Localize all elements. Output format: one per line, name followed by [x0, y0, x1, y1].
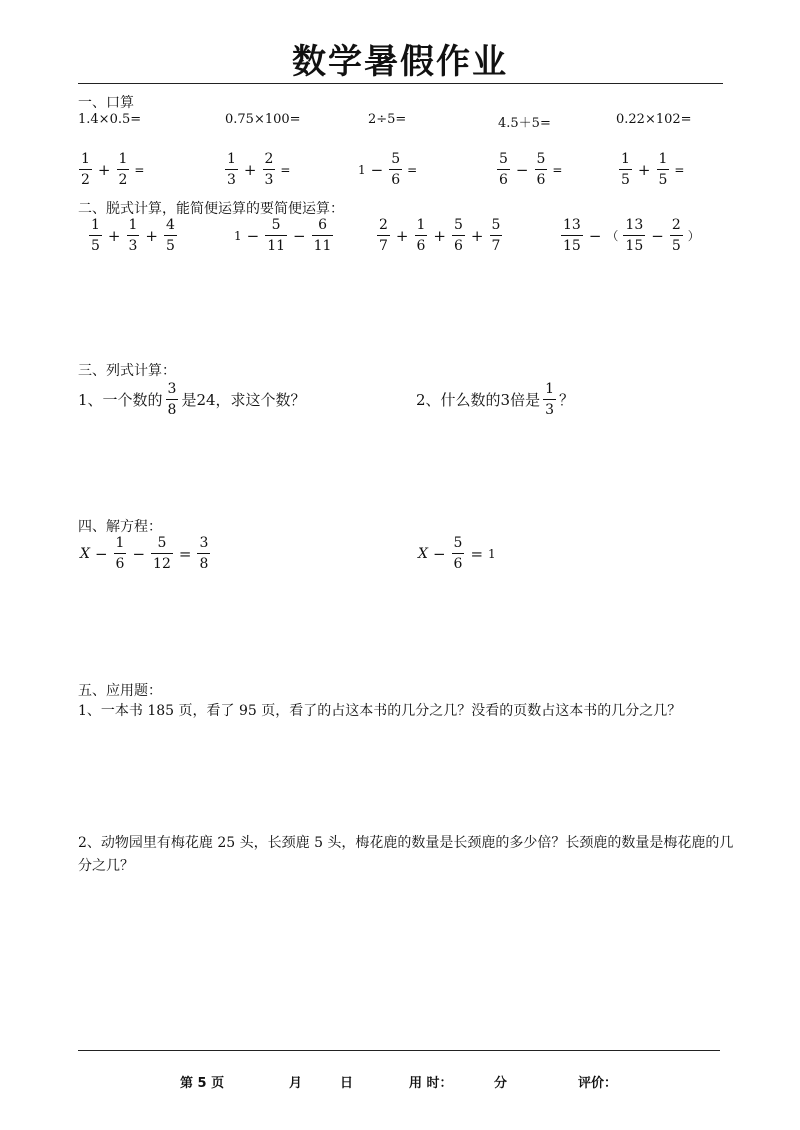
fraction-expression: 1 2 + $\frac{1}{2}$ = [81, 151, 145, 188]
month-label: 月 [289, 1076, 303, 1091]
equation: X − $\frac{5}{6}$ = 1 [418, 535, 496, 572]
oral-calc-item: 1.4×0.5= [78, 112, 142, 127]
fraction: $\frac{1}{5}$ [658, 151, 668, 188]
section-2-heading: 二、脱式计算，能简便运算的要简便运算： [78, 201, 344, 217]
word-problem: 2、什么数的3倍是 1 3 ？ [416, 381, 575, 418]
fraction: 1 2 [81, 151, 90, 188]
section-5-heading: 五、应用题： [78, 683, 162, 699]
fraction: $\frac{1}{2}$ [118, 151, 128, 188]
fraction-expression: 1 5 + $\frac{1}{5}$ = [621, 151, 685, 188]
fraction: $\frac{2}{3}$ [264, 151, 274, 188]
fraction: 2 7 [379, 217, 388, 254]
fraction: $\frac{6}{11}$ [313, 217, 332, 254]
footer-rule [78, 1050, 720, 1051]
fraction: $\frac{5}{6}$ [454, 217, 463, 254]
fraction: $\frac{5}{6}$ [453, 535, 463, 572]
fraction-expression: 1 3 + $\frac{2}{3}$ = [227, 151, 291, 188]
fraction: 1 5 [91, 217, 100, 254]
minute-label: 分 [494, 1076, 508, 1091]
fraction: $\frac{1}{3}$ [128, 217, 138, 254]
fraction: 1 3 [545, 381, 555, 418]
fraction: $\frac{5}{12}$ [153, 535, 171, 572]
fraction: $\frac{4}{5}$ [166, 217, 175, 254]
fraction: 5 6 [499, 151, 508, 188]
fraction: 1 5 [621, 151, 630, 188]
fraction: $\frac{1}{6}$ [416, 217, 426, 254]
fraction: $\frac{3}{8}$ [199, 535, 209, 572]
day-label: 日 [340, 1076, 354, 1091]
oral-calc-item: 4.5＋5= [498, 116, 551, 131]
fraction-expression: 13 15 − （ 13 15 − $\frac{2}{5}$ ） [563, 217, 700, 254]
fraction: $\frac{5}{7}$ [491, 217, 501, 254]
section-4-heading: 四、解方程： [78, 519, 162, 535]
application-problem-2-cont: 分之几？ [78, 858, 134, 874]
page-number: 第 5 页 [180, 1076, 225, 1091]
fraction: $\frac{1}{6}$ [115, 535, 125, 572]
equation: X − $\frac{1}{6}$ − $\frac{5}{12}$ = $\frac{3}{8}$ [80, 535, 209, 572]
application-problem-1: 1、一本书 185 页，看了 95 页，看了的占这本书的几分之几？没看的页数占这本书的几分之几？ [78, 703, 682, 719]
oral-calc-item: 2÷5= [368, 112, 407, 127]
fraction: $\frac{5}{6}$ [536, 151, 546, 188]
fraction: $\frac{5}{11}$ [267, 217, 286, 254]
header-rule [78, 83, 723, 84]
evaluation-label: 评价： [578, 1076, 618, 1091]
section-1-heading: 一、口算 [78, 95, 134, 111]
page-title: 数学暑假作业 [292, 42, 508, 82]
fraction: 13 15 [563, 217, 581, 254]
fraction-expression: 1 5 + $\frac{1}{3}$ + $\frac{4}{5}$ [91, 217, 175, 254]
word-problem: 1、一个数的 3 8 是24，求这个数？ [78, 381, 306, 418]
fraction: 1 3 [227, 151, 236, 188]
fraction: $\frac{5}{6}$ [391, 151, 401, 188]
fraction: 13 15 [625, 217, 644, 254]
oral-calc-item: 0.22×102= [616, 112, 692, 127]
fraction: 3 8 [167, 381, 177, 418]
time-used-label: 用 时： [409, 1076, 453, 1091]
application-problem-2: 2、动物园里有梅花鹿 25 头，长颈鹿 5 头，梅花鹿的数量是长颈鹿的多少倍？长颈鹿的数量是梅花鹿的几 [78, 835, 734, 851]
fraction-expression: 1 − $\frac{5}{6}$ = [358, 151, 418, 188]
fraction-expression: 2 7 + $\frac{1}{6}$ + $\frac{5}{6}$ + $\frac{5}{7}$ [379, 217, 501, 254]
fraction: $\frac{2}{5}$ [671, 217, 681, 254]
section-3-heading: 三、列式计算： [78, 363, 176, 379]
oral-calc-item: 0.75×100= [225, 112, 301, 127]
fraction-expression: 1 − $\frac{5}{11}$ − $\frac{6}{11}$ [234, 217, 332, 254]
fraction-expression: 5 6 − $\frac{5}{6}$ = [499, 151, 563, 188]
